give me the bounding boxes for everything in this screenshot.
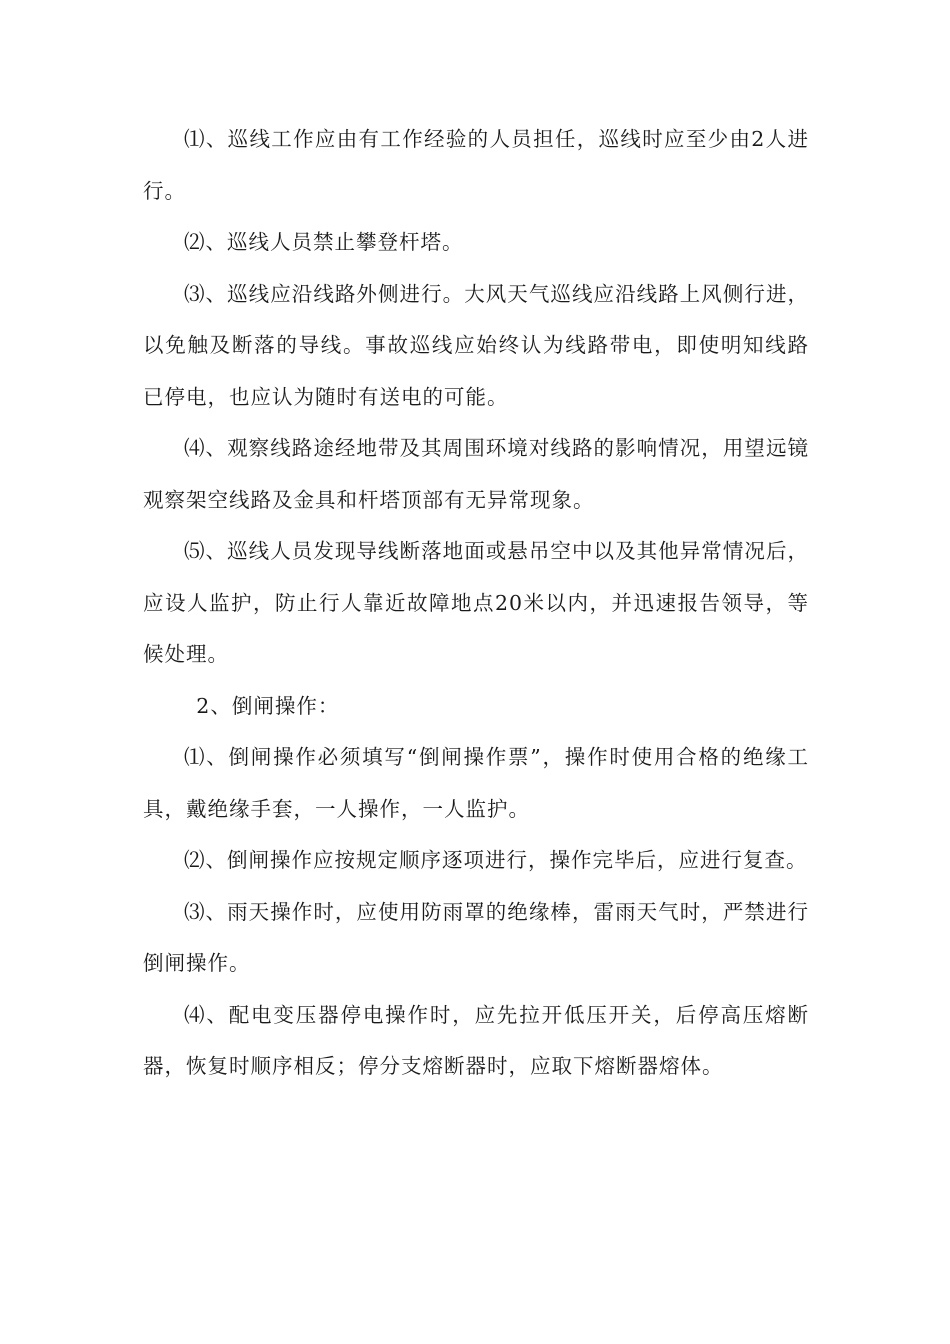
paragraph-patrol-5: ⑸、巡线人员发现导线断落地面或悬吊空中以及其他异常情况后，应设人监护，防止行人靠近故障地点20米以内，并迅速报告领导，等候处理。: [143, 539, 809, 666]
paragraph-patrol-3: ⑶、巡线应沿线路外侧进行。大风天气巡线应沿线路上风侧行进，以免触及断落的导线。事故巡线应始终认为线路带电，即使明知线路已停电，也应认为随时有送电的可能。: [143, 281, 809, 409]
paragraph-patrol-1: ⑴、巡线工作应由有工作经验的人员担任，巡线时应至少由2人进行。: [143, 127, 809, 203]
paragraph-switching-1: ⑴、倒闸操作必须填写“倒闸操作票”，操作时使用合格的绝缘工具，戴绝缘手套，一人操作，一人监护。: [143, 745, 809, 821]
paragraph-patrol-2: ⑵、巡线人员禁止攀登杆塔。: [184, 230, 464, 254]
section-heading-switching: 2、倒闸操作：: [196, 693, 340, 718]
paragraph-switching-4: ⑷、配电变压器停电操作时，应先拉开低压开关，后停高压熔断器，恢复时顺序相反；停分支熔断器时，应取下熔断器熔体。: [143, 1002, 809, 1078]
paragraph-patrol-4: ⑷、观察线路途经地带及其周围环境对线路的影响情况，用望远镜观察架空线路及金具和杆塔顶部有无异常现象。: [143, 436, 809, 512]
document-body: [143, 114, 809, 1093]
paragraph-switching-3: ⑶、雨天操作时，应使用防雨罩的绝缘棒，雷雨天气时，严禁进行倒闸操作。: [143, 899, 809, 975]
paragraph-switching-2: ⑵、倒闸操作应按规定顺序逐项进行，操作完毕后，应进行复查。: [184, 848, 808, 872]
